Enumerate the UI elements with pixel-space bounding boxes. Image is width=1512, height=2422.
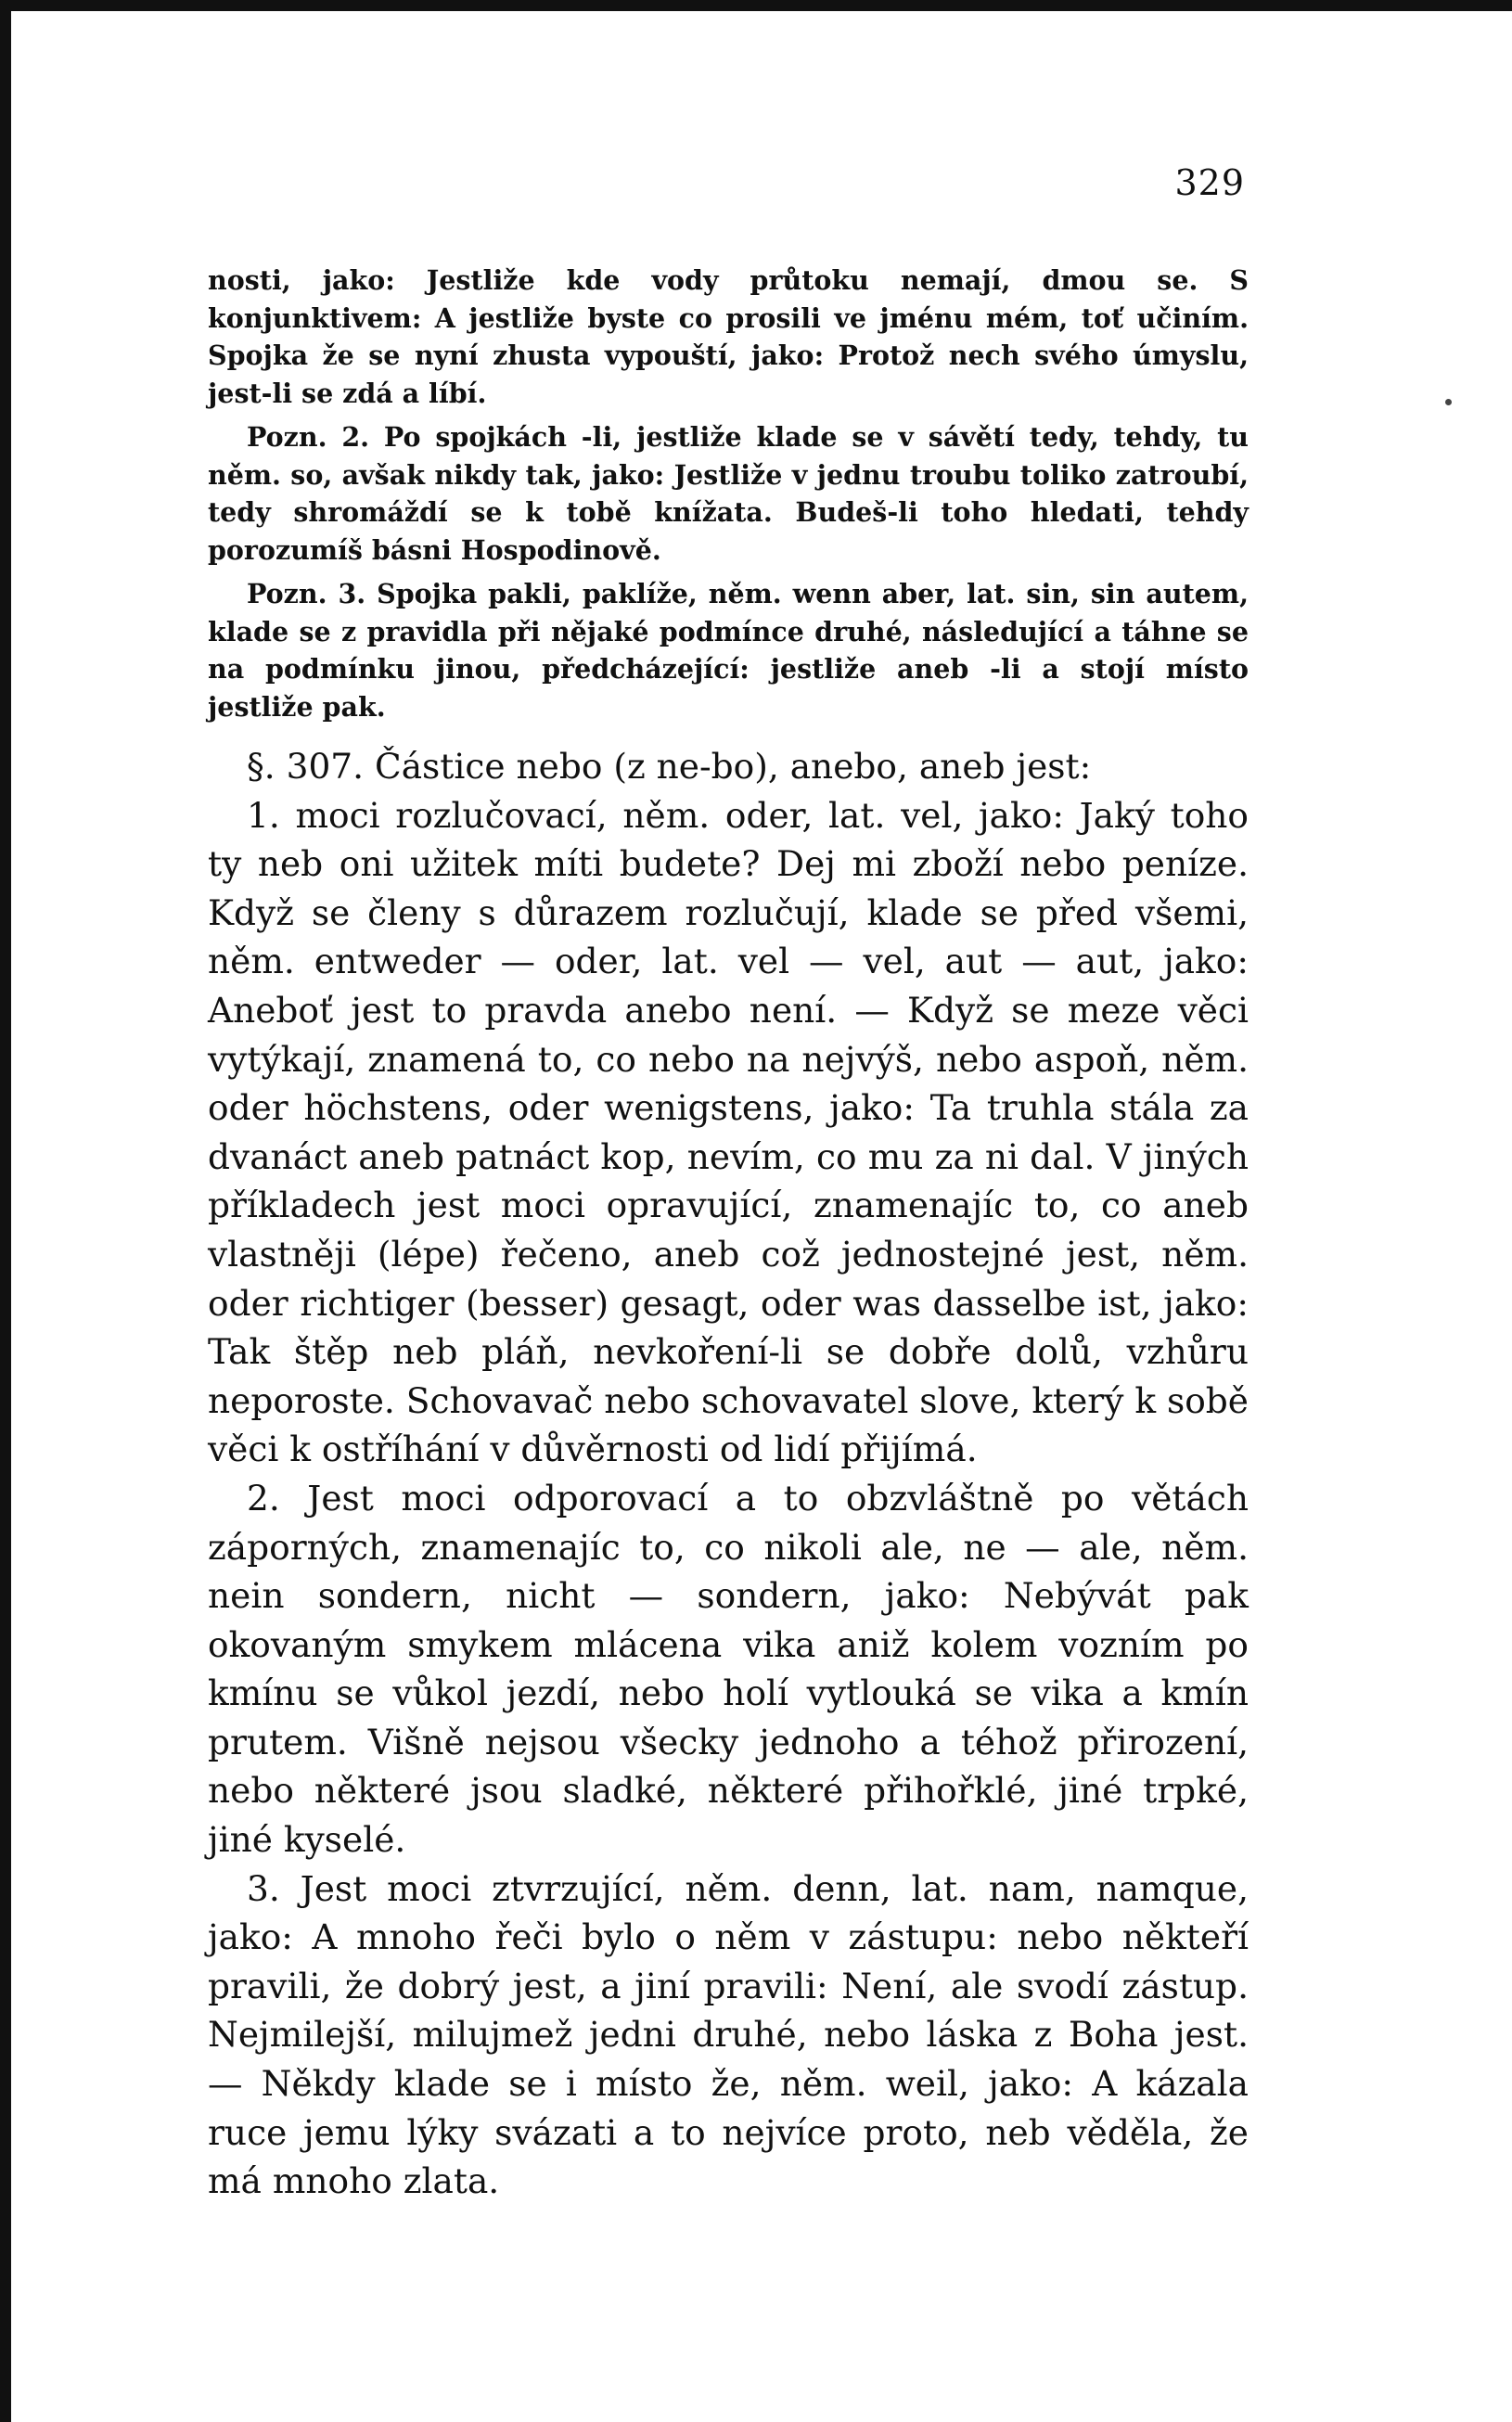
scan-border-top [0, 0, 1512, 11]
main-text-block [208, 742, 1249, 2206]
paragraph: Pozn. 2. Po spojkách -li, jestliže klade se v sávětí tedy, tehdy, tu něm. so, avšak nikdy tak, jako: Jestliže v jednu troubu toliko zatroubí, tedy shromáždí se k tobě knížata. Budeš-li toho hledati, tehdy porozumíš básni Hospodinově. [208, 421, 1249, 566]
remarks-block [208, 262, 1249, 725]
page-number: 329 [1174, 162, 1245, 203]
scan-border-left [0, 0, 11, 2422]
paragraph: 3. Jest moci ztvrzující, něm. denn, lat. nam, namque, jako: A mnoho řeči bylo o něm v zástupu: nebo někteří pravili, že dobrý jest, a jiní pravili: Není, ale svodí zástup. Nejmilejší, milujmež jedni druhé, nebo láska z Boha jest. — Někdy klade se i místo že, něm. weil, jako: A kázala ruce jemu lýky svázati a to nejvíce proto, neb věděla, že má mnoho zlata. [208, 1867, 1249, 2202]
paragraph: 1. moci rozlučovací, něm. oder, lat. vel, jako: Jaký toho ty neb oni užitek míti budete? Dej mi zboží nebo peníze. Když se členy s důrazem rozlučují, klade se před všemi, něm. entweder — oder, lat. vel — vel, aut — aut, jako: Aneboť jest to pravda anebo není. — Když se meze věci vytýkají, znamená to, co nebo na nejvýš, nebo aspoň, něm. oder höchstens, oder wenigstens, jako: Ta truhla stála za dvanáct aneb patnáct kop, nevím, co mu za ni dal. V jiných příkladech jest moci opravující, znamenajíc to, co aneb vlastněji (lépe) řečeno, aneb což jednostejné jest, něm. oder richtiger (besser) gesagt, oder was dasselbe ist, jako: Tak štěp neb pláň, nevkoření-li se dobře dolů, vzhůru neporoste. Schovavač nebo schovavatel slove, který k sobě věci k ostříhání v důvěrnosti od lidí přijímá. [208, 794, 1249, 1470]
scan-speck [1445, 399, 1452, 405]
section-heading: §. 307. Částice nebo (z ne-bo), anebo, aneb jest: [247, 746, 1092, 787]
paragraph: nosti, jako: Jestliže kde vody průtoku nemají, dmou se. S konjunktivem: A jestliže byste co prosili ve jménu mém, toť učiním. Spojka že se nyní zhusta vypouští, jako: Protož nech svého úmyslu, jest-li se zdá a líbí. [208, 264, 1249, 409]
paragraph: 2. Jest moci odporovací a to obzvláštně po větách záporných, znamenajíc to, co nikoli ale, ne — ale, něm. nein sondern, nicht — sondern, jako: Nebývát pak okovaným smykem mlácena vika aniž kolem vozním po kmínu se vůkol jezdí, nebo holí vytlouká se vika a kmín prutem. Višně nejsou všecky jednoho a téhož přirození, nebo některé jsou sladké, některé přihořklé, jiné trpké, jiné kyselé. [208, 1477, 1249, 1861]
paragraph: Pozn. 3. Spojka pakli, paklíže, něm. wenn aber, lat. sin, sin autem, klade se z pravidla při nějaké podmínce druhé, následující a táhne se na podmínku jinou, předcházející: jestliže aneb -li a stojí místo jestliže pak. [208, 578, 1249, 723]
